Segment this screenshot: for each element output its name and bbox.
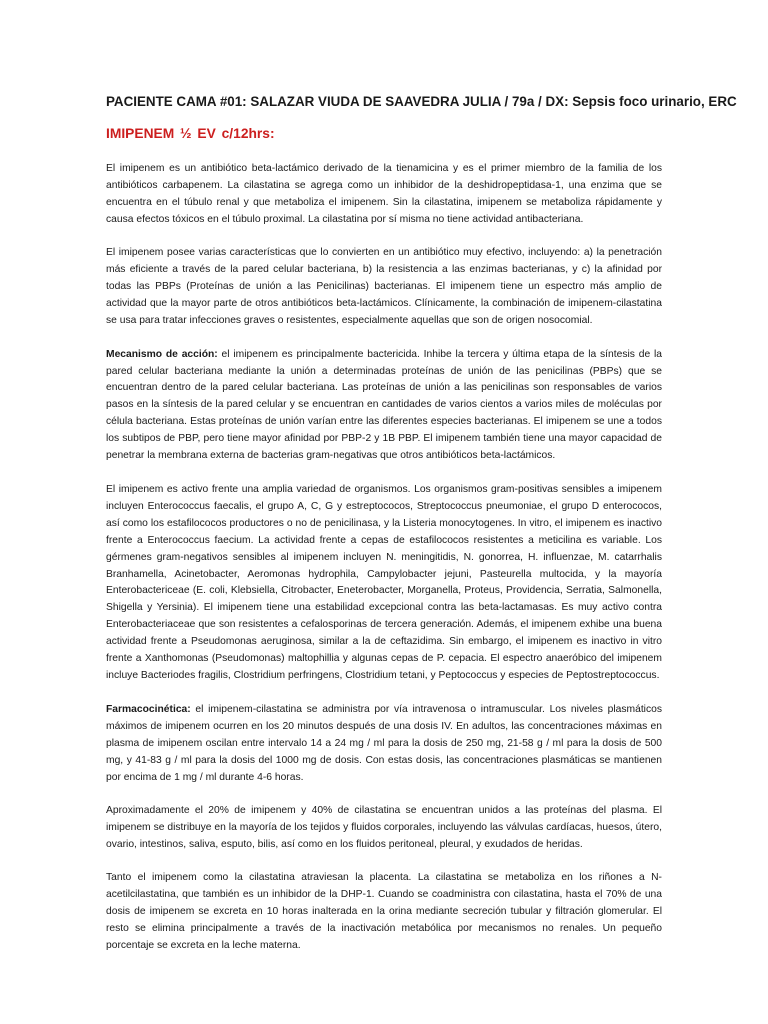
paragraph-spectrum	[106, 482, 662, 685]
paragraph-mechanism	[106, 347, 662, 466]
drug-title: IMIPENEM ½ EV c/12hrs:	[106, 126, 275, 141]
paragraph-text: El imipenem posee varias características que lo convierten en un antibiótico muy efectivo, incluyendo: a) la penetración más eficiente a través de la pared celular bacteriana, b) la resistencia a las enzimas bacterianas, y c) la afinidad por todas las PBPs (Proteínas de unión a las Penicilinas) bacterianas. El imipenem tiene un espectro más amplio de actividad que la mayor parte de otros antibióticos beta-lactámicos. Clínicamente, la combinación de imipenem-cilastatina se usa para tratar infecciones graves o resistentes, especialmente aquellas que son de origen nosocomial.	[106, 247, 662, 327]
paragraph-text: El imipenem es un antibiótico beta-lactámico derivado de la tienamicina y es el primer miembro de la familia de los antibióticos carbapenem. La cilastatina se agrega como un inhibidor de la deshidropeptidasa-1, una enzima que se encuentra en el túbulo renal y que metaboliza el imipenem. Sin la cilastatina, imipenem se metaboliza rápidamente y causa efectos tóxicos en el túbulo proximal. La cilastatina por sí misma no tiene actividad antibacteriana.	[106, 163, 662, 225]
paragraph-pharmacokinetics	[106, 702, 662, 787]
paragraph-text: el imipenem es principalmente bactericida. Inhibe la tercera y última etapa de la síntesis de la pared celular bacteriana mediante la unión a determinadas proteínas de unión de las penicilinas (PBPs) que se encuentran dentro de la pared celular bacteriana. Las proteínas de unión a las penicilinas son responsables de varios pasos en la síntesis de la pared celular y se encuentran en cantidades de varios cientos a varios miles de moléculas por célula bacteriana. Estas proteínas de unión varían entre las diferentes especies bacterianas. El imipenem se une a todos los subtipos de PBP, pero tiene mayor afinidad por PBP-2 y 1B PBP. El imipenem también tiene una mayor capacidad de penetrar la membrana externa de bacterias gram-negativas que otros antibióticos beta-lactámicos.	[106, 348, 662, 462]
paragraph-text: Tanto el imipenem como la cilastatina atraviesan la placenta. La cilastatina se metaboliza en los riñones a N-acetilcilastatina, que también es un inhibidor de la DHP-1. Cuando se coadministra con cilastatina, hasta el 70% de una dosis de imipenem se excreta en 10 horas inalterada en la orina mediante secreción tubular y filtración glomerular. El resto se elimina principalmente a través de la inactivación metabólica por mecanismos no renales. Un pequeño porcentaje se excreta en la leche materna.	[106, 872, 662, 952]
paragraph-lead: Farmacocinética:	[106, 703, 191, 715]
paragraph-distribution	[106, 803, 662, 854]
paragraph-characteristics	[106, 245, 662, 330]
paragraph-intro	[106, 161, 662, 229]
paragraph-text: el imipenem-cilastatina se administra por vía intravenosa o intramuscular. Los niveles plasmáticos máximos de imipenem ocurren en los 20 minutos después de una dosis IV. En adultos, las concentraciones máximas en plasma de imipenem oscilan entre intervalo 14 a 24 mg / ml para la dosis de 250 mg, 21-58 g / ml para la dosis de 500 mg, y 41-83 g / ml para la dosis del 1000 mg de dosis. Con estas dosis, las concentraciones plasmáticas se mantienen por encima de 1 mg / ml durante 4-6 horas.	[106, 703, 662, 783]
paragraph-text: El imipenem es activo frente una amplia variedad de organismos. Los organismos gram-positivas sensibles a imipenem incluyen Enterococcus faecalis, el grupo A, C, G y estreptococos, Streptococcus pneumoniae, el grupo D enterococos, así como los estafilococos productores o no de penicilinasa, y la Listeria monocytogenes. In vitro, el imipenem es inactivo frente a Enterococcus faecium. La actividad frente a cepas de estafilococos resistentes a meticilina es variable. Los gérmenes gram-negativos sensibles al imipenem incluyen N. meningitidis, N. gonorrea, H. influenzae, M. catarrhalis Branhamella, Acinetobacter, Aeromonas hydrophila, Campylobacter jejuni, Pasteurella multocida, y la mayoría Enterobactericeae (E. coli, Klebsiella, Citrobacter, Eneterobacter, Morganella, Proteus, Providencia, Serratia, Salmonella, Shigella y Yersinia). El imipenem tiene una estabilidad excepcional contra las beta-lactamasas. Es muy activo contra Enterobacteriaceae que son resistentes a cefalosporinas de tercera generación. Además, el imipenem exhibe una buena actividad frente a Pseudomonas aeruginosa, similar a la de ceftazidima. Sin embargo, el imipenem es inactivo in vitro frente a Xanthomonas (Pseudomonas) maltophillia y algunas cepas de P. cepacia. El espectro anaeróbico del imipenem incluye Bacteriodes fragilis, Clostridium perfringens, Clostridium tetani, y Peptococcus y especies de Peptostreptococcus.	[106, 483, 662, 682]
patient-header: PACIENTE CAMA #01: SALAZAR VIUDA DE SAAVEDRA JULIA / 79a / DX: Sepsis foco urinario, ERC	[106, 94, 737, 109]
paragraph-lead: Mecanismo de acción:	[106, 348, 218, 360]
paragraph-excretion	[106, 870, 662, 955]
paragraph-text: Aproximadamente el 20% de imipenem y 40% de cilastatina se encuentran unidos a las proteínas del plasma. El imipenem se distribuye en la mayoría de los tejidos y fluidos corporales, incluyendo las válvulas cardíacas, huesos, útero, ovario, intestinos, saliva, esputo, bilis, así como en los fluidos peritoneal, pleural, y exudados de heridas.	[106, 804, 662, 850]
